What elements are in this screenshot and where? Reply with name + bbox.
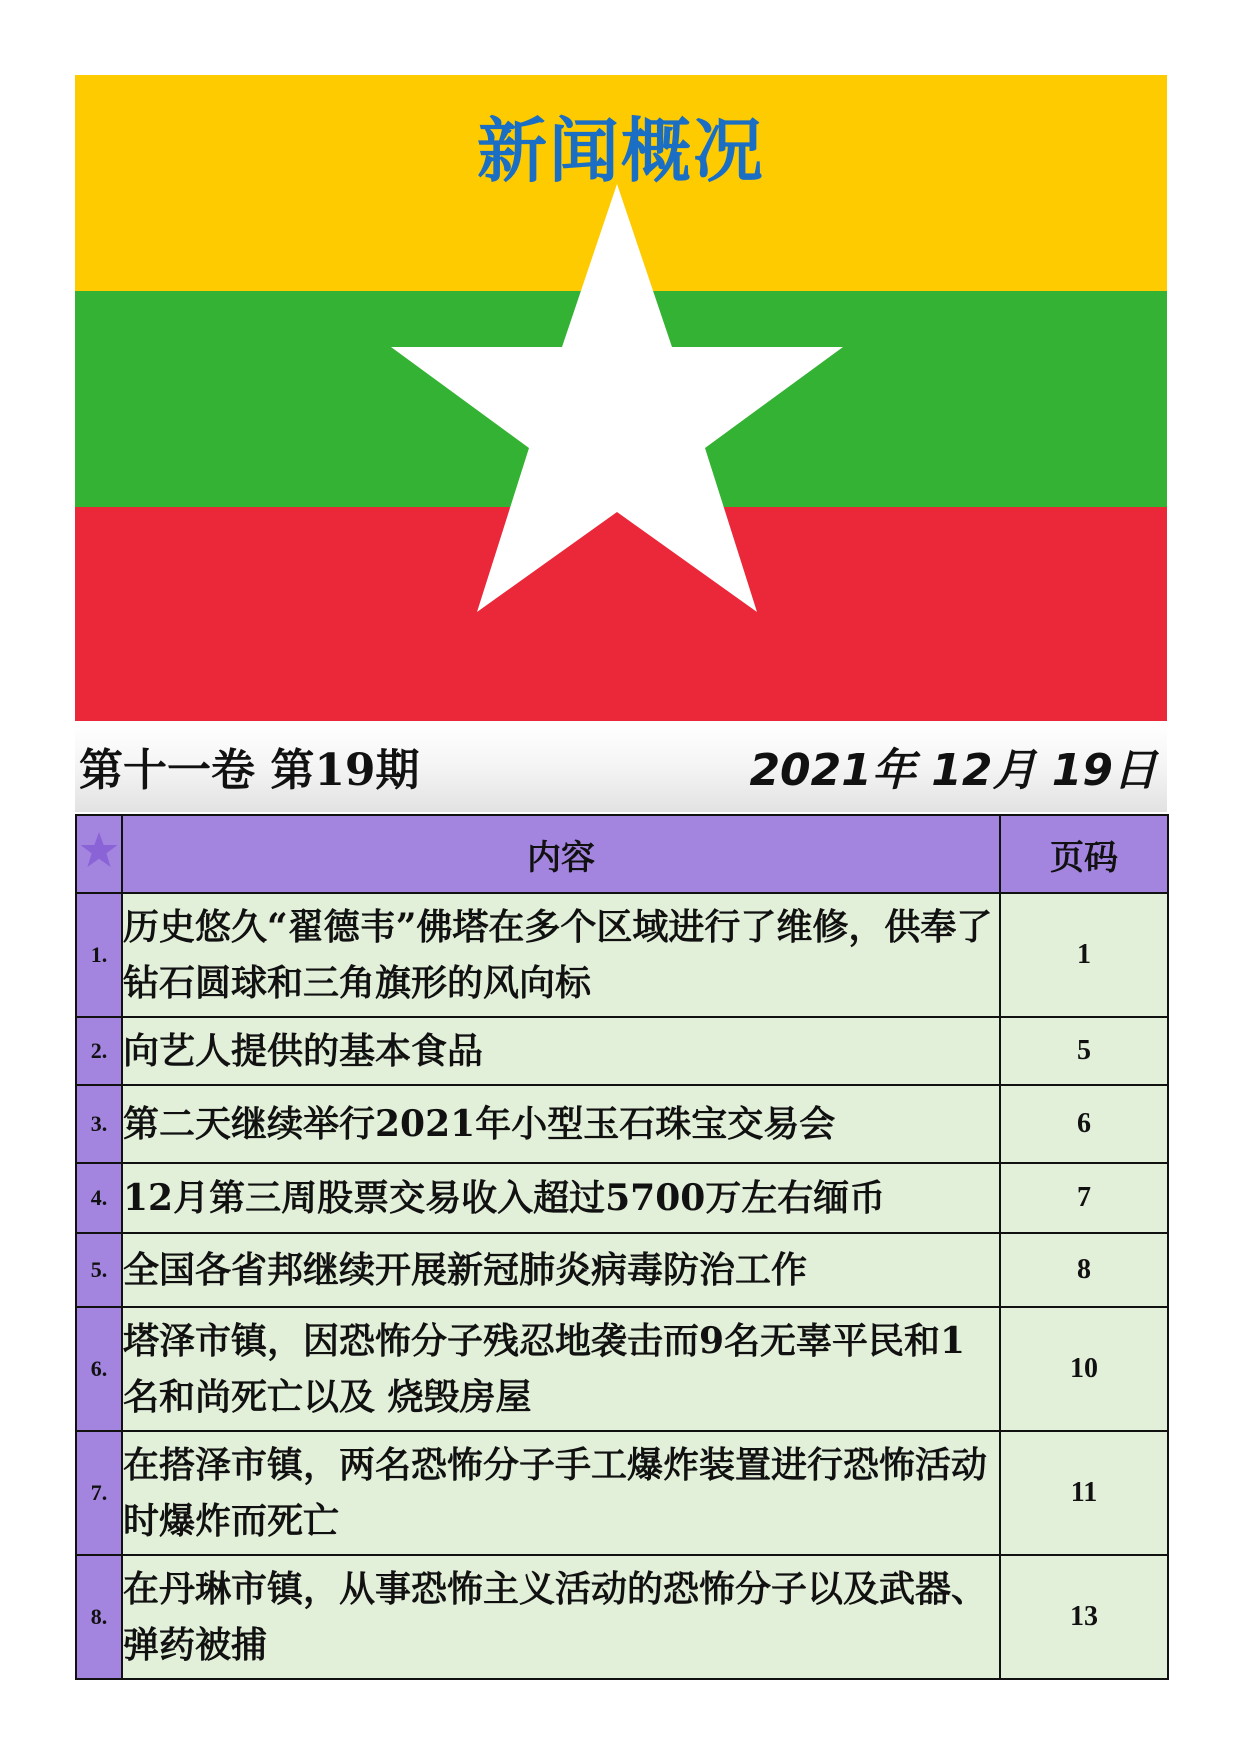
toc-row-page: 5 bbox=[1000, 1017, 1168, 1085]
table-row[interactable] bbox=[76, 1163, 1168, 1233]
toc-row-number: 3. bbox=[76, 1085, 122, 1163]
toc-row-title[interactable]: 向艺人提供的基本食品 bbox=[122, 1017, 1000, 1085]
toc-row-title[interactable]: 12月第三周股票交易收入超过5700万左右缅币 bbox=[122, 1163, 1000, 1233]
toc-row-number: 6. bbox=[76, 1307, 122, 1431]
toc-row-number: 4. bbox=[76, 1163, 122, 1233]
toc-row-page: 1 bbox=[1000, 893, 1168, 1017]
table-row[interactable] bbox=[76, 1233, 1168, 1307]
toc-row-title[interactable]: 在丹琳市镇，从事恐怖主义活动的恐怖分子以及武器、弹药被捕 bbox=[122, 1555, 1000, 1679]
toc-row-page: 6 bbox=[1000, 1085, 1168, 1163]
star-icon bbox=[79, 830, 119, 870]
toc-row-title[interactable]: 塔泽市镇，因恐怖分子残忍地袭击而9名无辜平民和1名和尚死亡以及 烧毁房屋 bbox=[122, 1307, 1000, 1431]
table-row[interactable] bbox=[76, 1017, 1168, 1085]
toc-header-row bbox=[76, 815, 1168, 893]
toc-row-page: 11 bbox=[1000, 1431, 1168, 1555]
toc-row-number: 1. bbox=[76, 893, 122, 1017]
toc-row-page: 8 bbox=[1000, 1233, 1168, 1307]
toc-header-page: 页码 bbox=[1000, 815, 1168, 893]
toc-row-page: 13 bbox=[1000, 1555, 1168, 1679]
table-row[interactable] bbox=[76, 1307, 1168, 1431]
toc-header-content: 内容 bbox=[122, 815, 1000, 893]
toc-row-title[interactable]: 全国各省邦继续开展新冠肺炎病毒防治工作 bbox=[122, 1233, 1000, 1307]
toc-header-star bbox=[76, 815, 122, 893]
toc-row-number: 2. bbox=[76, 1017, 122, 1085]
toc-row-title[interactable]: 第二天继续举行2021年小型玉石珠宝交易会 bbox=[122, 1085, 1000, 1163]
table-row[interactable] bbox=[76, 1431, 1168, 1555]
issue-bar bbox=[75, 724, 1167, 812]
table-of-contents bbox=[75, 814, 1169, 1680]
toc-row-page: 7 bbox=[1000, 1163, 1168, 1233]
page-title: 新闻概况 bbox=[477, 110, 765, 192]
toc-row-number: 8. bbox=[76, 1555, 122, 1679]
table-row[interactable] bbox=[76, 893, 1168, 1017]
table-row[interactable] bbox=[76, 1085, 1168, 1163]
table-row[interactable] bbox=[76, 1555, 1168, 1679]
toc-row-number: 5. bbox=[76, 1233, 122, 1307]
toc-row-page: 10 bbox=[1000, 1307, 1168, 1431]
issue-date: 2021年 12月 19日 bbox=[749, 745, 1157, 796]
toc-row-title[interactable]: 历史悠久“翟德韦”佛塔在多个区域进行了维修，供奉了钻石圆球和三角旗形的风向标 bbox=[122, 893, 1000, 1017]
toc-row-number: 7. bbox=[76, 1431, 122, 1555]
toc-row-title[interactable]: 在搭泽市镇，两名恐怖分子手工爆炸装置进行恐怖活动时爆炸而死亡 bbox=[122, 1431, 1000, 1555]
issue-volume: 第十一卷 第19期 bbox=[79, 745, 420, 796]
